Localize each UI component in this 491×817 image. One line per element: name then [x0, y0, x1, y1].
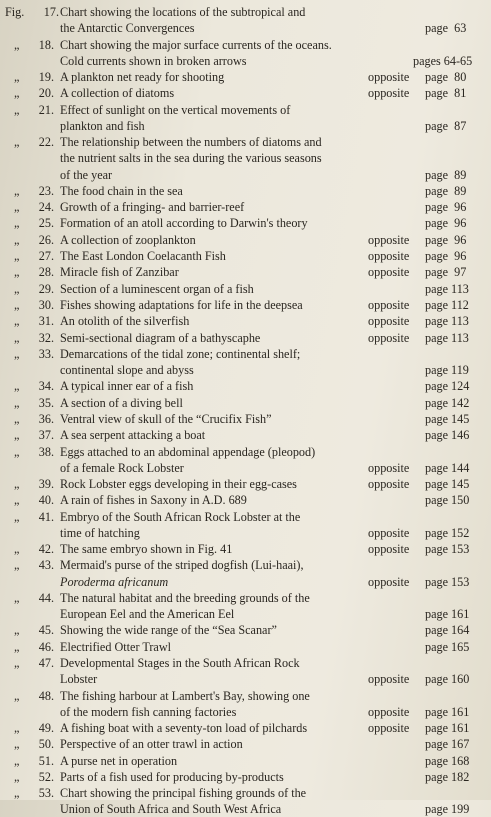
figure-line	[0, 183, 491, 199]
opposite-label: opposite	[368, 721, 410, 735]
figure-caption: An otolith of the silverfish	[60, 314, 190, 329]
figure-line	[0, 167, 491, 183]
figure-caption: Demarcations of the tidal zone; continental shelf;	[60, 346, 301, 361]
ditto-mark: „	[14, 769, 20, 784]
ditto-mark: „	[14, 688, 20, 703]
figure-caption: Formation of an atoll according to Darwin's theory	[60, 216, 308, 231]
page-reference: page 145	[425, 477, 470, 491]
ditto-mark: „	[14, 395, 20, 410]
figure-number: 25.	[38, 216, 54, 231]
page-reference: page 150	[425, 493, 470, 508]
figure-line	[0, 281, 491, 297]
figure-number: 29.	[38, 281, 54, 296]
figure-number: 26.	[38, 232, 54, 247]
figure-line	[0, 736, 491, 752]
figure-number: 51.	[38, 753, 54, 768]
figure-number: 48.	[38, 688, 54, 703]
figure-line	[0, 346, 491, 362]
figure-line	[0, 215, 491, 231]
page-reference: page 96	[425, 232, 467, 247]
page-reference: page 124	[425, 379, 470, 394]
figure-caption: Rock Lobster eggs developing in their egg-cases	[60, 477, 297, 491]
figure-line	[0, 492, 491, 508]
ditto-mark: „	[14, 86, 20, 101]
page-reference: page 89	[425, 167, 467, 182]
figure-caption: The East London Coelacanth Fish	[60, 249, 226, 263]
figure-number: 34.	[38, 379, 54, 394]
figure-caption: Perspective of an otter trawl in action	[60, 737, 243, 752]
figure-caption: of the modern fish canning factories	[60, 704, 237, 719]
ditto-mark: „	[14, 623, 20, 638]
figure-number: 31.	[38, 314, 54, 329]
figure-line	[0, 4, 491, 20]
page-reference: page 144	[425, 460, 470, 475]
figure-caption: the nutrient salts in the sea during the various seasons	[60, 151, 322, 166]
ditto-mark: „	[14, 330, 20, 345]
opposite-label: opposite	[368, 314, 410, 329]
figure-number: 40.	[38, 493, 54, 508]
figure-caption: Growth of a fringing- and barrier-reef	[60, 200, 245, 215]
figure-line	[0, 769, 491, 785]
figure-line	[0, 199, 491, 215]
figure-line	[0, 801, 491, 817]
ditto-mark: „	[14, 265, 20, 280]
page-reference: page 113	[425, 281, 469, 296]
figure-caption: The fishing harbour at Lambert's Bay, showing one	[60, 688, 310, 703]
figure-line	[0, 574, 491, 590]
figure-line	[0, 118, 491, 134]
ditto-mark: „	[14, 281, 20, 296]
figure-line	[0, 69, 491, 85]
page-reference: page 161	[425, 721, 470, 735]
figure-caption: Mermaid's purse of the striped dogfish (Lui-haai),	[60, 558, 304, 573]
figure-number: 37.	[38, 428, 54, 443]
figure-line	[0, 444, 491, 460]
figure-line	[0, 606, 491, 622]
figure-line	[0, 85, 491, 101]
opposite-label: opposite	[368, 232, 410, 247]
page-reference: page 96	[425, 200, 467, 215]
figure-caption: Poroderma africanum	[60, 574, 169, 589]
opposite-label: opposite	[368, 297, 410, 312]
figure-number: 17.	[43, 5, 59, 19]
page-reference: page 96	[425, 249, 467, 263]
figure-caption: A rain of fishes in Saxony in A.D. 689	[60, 493, 247, 508]
figure-caption: The food chain in the sea	[60, 183, 183, 198]
figure-caption: of the year	[60, 167, 113, 182]
ditto-mark: „	[14, 558, 20, 573]
figure-number: 45.	[38, 623, 54, 638]
figure-number: 18.	[38, 37, 54, 52]
figure-caption: Chart showing the principal fishing grounds of the	[60, 786, 307, 801]
figure-line	[0, 297, 491, 313]
ditto-mark: „	[14, 590, 20, 605]
page-reference: page 152	[425, 525, 470, 540]
figure-caption: A plankton net ready for shooting	[60, 70, 225, 84]
figure-number: 22.	[38, 135, 54, 150]
figure-line	[0, 395, 491, 411]
page-reference: page 81	[425, 86, 467, 101]
page-reference: page 165	[425, 639, 470, 654]
figure-caption: Embryo of the South African Rock Lobster at the	[60, 509, 301, 524]
ditto-mark: „	[14, 428, 20, 443]
page-reference: page 119	[425, 363, 469, 377]
page-reference: page 63	[425, 21, 467, 36]
page-reference: page 112	[425, 297, 469, 312]
opposite-label: opposite	[368, 574, 410, 589]
figure-line	[0, 460, 491, 476]
figure-caption: Chart showing the locations of the subtropical and	[60, 5, 306, 19]
figure-line	[0, 557, 491, 573]
page-reference: page 89	[425, 183, 467, 198]
figure-number: 33.	[38, 346, 54, 361]
opposite-label: opposite	[368, 70, 410, 84]
figure-number: 32.	[38, 330, 54, 345]
page-reference: page 142	[425, 395, 470, 410]
figure-caption: time of hatching	[60, 525, 140, 540]
figure-line	[0, 150, 491, 166]
figure-number: 24.	[38, 200, 54, 215]
figure-caption: Lobster	[60, 672, 98, 687]
figure-number: 28.	[38, 265, 54, 280]
opposite-label: opposite	[368, 86, 410, 101]
figure-line	[0, 362, 491, 378]
figure-caption: continental slope and abyss	[60, 363, 194, 377]
figure-line	[0, 671, 491, 687]
figure-caption: The relationship between the numbers of diatoms and	[60, 135, 322, 150]
figure-line	[0, 264, 491, 280]
figure-caption: Parts of a fish used for producing by-products	[60, 769, 284, 784]
ditto-mark: „	[14, 102, 20, 117]
figure-number: 27.	[38, 249, 54, 263]
figure-caption: plankton and fish	[60, 118, 145, 133]
figure-caption: The same embryo shown in Fig. 41	[60, 542, 233, 557]
figure-number: 19.	[38, 70, 54, 84]
ditto-mark: „	[14, 509, 20, 524]
figure-line	[0, 655, 491, 671]
figure-line	[0, 476, 491, 492]
page-reference: page 113	[425, 314, 469, 329]
page-reference: page 160	[425, 672, 470, 687]
opposite-label: opposite	[368, 460, 410, 475]
page-reference: page 161	[425, 704, 470, 719]
figure-line	[0, 427, 491, 443]
figure-caption: Effect of sunlight on the vertical movements of	[60, 102, 291, 117]
figure-line	[0, 753, 491, 769]
page-reference: pages 64-65	[413, 53, 473, 68]
figure-number: 38.	[38, 444, 54, 459]
ditto-mark: „	[14, 411, 20, 426]
figure-caption: Union of South Africa and South West Africa	[60, 802, 282, 817]
opposite-label: opposite	[368, 704, 410, 719]
figure-number: 44.	[38, 590, 54, 605]
page-reference: page 167	[425, 737, 470, 752]
figure-caption: A fishing boat with a seventy-ton load of pilchards	[60, 721, 308, 735]
figure-number: 23.	[38, 183, 54, 198]
figure-number: 42.	[38, 542, 54, 557]
figure-line	[0, 720, 491, 736]
figure-caption: Eggs attached to an abdominal appendage (pleopod)	[60, 444, 316, 459]
page-reference: page 96	[425, 216, 467, 231]
opposite-label: opposite	[368, 477, 410, 491]
figure-number: 50.	[38, 737, 54, 752]
ditto-mark: „	[14, 346, 20, 361]
figure-line	[0, 378, 491, 394]
figure-line	[0, 330, 491, 346]
ditto-mark: „	[14, 314, 20, 329]
figure-line	[0, 313, 491, 329]
ditto-mark: „	[14, 232, 20, 247]
figure-line	[0, 622, 491, 638]
figure-line	[0, 232, 491, 248]
figure-line	[0, 509, 491, 525]
figure-caption: Miracle fish of Zanzibar	[60, 265, 179, 280]
ditto-mark: „	[14, 183, 20, 198]
page-reference: page 80	[425, 70, 467, 84]
page-reference: page 153	[425, 542, 470, 557]
figure-caption: A typical inner ear of a fish	[60, 379, 194, 394]
figure-line	[0, 134, 491, 150]
ditto-mark: „	[14, 379, 20, 394]
figure-caption: of a female Rock Lobster	[60, 460, 184, 475]
figure-caption: Fishes showing adaptations for life in the deepsea	[60, 297, 303, 312]
figure-line	[0, 20, 491, 36]
figure-caption: Chart showing the major surface currents of the oceans.	[60, 37, 332, 52]
figure-caption: A purse net in operation	[60, 753, 178, 768]
figure-number: 39.	[38, 477, 54, 491]
figure-line	[0, 411, 491, 427]
page-reference: page 145	[425, 411, 470, 426]
page-reference: page 146	[425, 428, 470, 443]
ditto-mark: „	[14, 753, 20, 768]
ditto-mark: „	[14, 70, 20, 84]
figure-caption: Showing the wide range of the “Sea Scanar”	[60, 623, 277, 638]
opposite-label: opposite	[368, 525, 410, 540]
figure-number: 52.	[38, 769, 54, 784]
opposite-label: opposite	[368, 542, 410, 557]
figure-caption: A section of a diving bell	[60, 395, 183, 410]
page-reference: page 164	[425, 623, 470, 638]
figure-line	[0, 102, 491, 118]
figure-line	[0, 785, 491, 801]
fig-label: Fig.	[5, 5, 25, 19]
figure-caption: Semi-sectional diagram of a bathyscaphe	[60, 330, 261, 345]
figure-line	[0, 525, 491, 541]
figure-number: 35.	[38, 395, 54, 410]
ditto-mark: „	[14, 493, 20, 508]
figure-number: 21.	[38, 102, 54, 117]
figure-caption: Section of a luminescent organ of a fish	[60, 281, 254, 296]
opposite-label: opposite	[368, 330, 410, 345]
ditto-mark: „	[14, 477, 20, 491]
figure-caption: Ventral view of skull of the “Crucifix Fish”	[60, 411, 272, 426]
ditto-mark: „	[14, 135, 20, 150]
figure-line	[0, 704, 491, 720]
figure-line	[0, 53, 491, 69]
page-reference: page 182	[425, 769, 470, 784]
page-reference: page 199	[425, 802, 470, 817]
figure-caption: A collection of diatoms	[60, 86, 175, 101]
figure-number: 20.	[38, 86, 54, 101]
page-reference: page 161	[425, 607, 470, 622]
ditto-mark: „	[14, 216, 20, 231]
ditto-mark: „	[14, 542, 20, 557]
figure-line	[0, 541, 491, 557]
figure-caption: European Eel and the American Eel	[60, 607, 235, 622]
page-reference: page 113	[425, 330, 469, 345]
figure-caption: A sea serpent attacking a boat	[60, 428, 206, 443]
figure-line	[0, 639, 491, 655]
ditto-mark: „	[14, 786, 20, 801]
ditto-mark: „	[14, 721, 20, 735]
ditto-mark: „	[14, 37, 20, 52]
figure-number: 43.	[38, 558, 54, 573]
figure-number: 47.	[38, 656, 54, 670]
opposite-label: opposite	[368, 672, 410, 687]
figure-line	[0, 688, 491, 704]
figure-number: 36.	[38, 411, 54, 426]
figure-line	[0, 37, 491, 53]
figure-caption: Electrified Otter Trawl	[60, 639, 172, 654]
opposite-label: opposite	[368, 249, 410, 263]
figure-number: 46.	[38, 639, 54, 654]
figure-caption: the Antarctic Convergences	[60, 21, 195, 36]
figure-number: 53.	[38, 786, 54, 801]
ditto-mark: „	[14, 639, 20, 654]
figure-number: 41.	[38, 509, 54, 524]
page-reference: page 168	[425, 753, 470, 768]
ditto-mark: „	[14, 249, 20, 263]
ditto-mark: „	[14, 656, 20, 670]
ditto-mark: „	[14, 200, 20, 215]
figure-number: 49.	[38, 721, 54, 735]
figure-line	[0, 248, 491, 264]
figure-caption: The natural habitat and the breeding grounds of the	[60, 590, 310, 605]
page-reference: page 87	[425, 118, 467, 133]
ditto-mark: „	[14, 737, 20, 752]
page-reference: page 97	[425, 265, 467, 280]
figure-number: 30.	[38, 297, 54, 312]
figure-caption: Cold currents shown in broken arrows	[60, 53, 247, 68]
figure-caption: A collection of zooplankton	[60, 232, 196, 247]
ditto-mark: „	[14, 444, 20, 459]
opposite-label: opposite	[368, 265, 410, 280]
page-reference: page 153	[425, 574, 470, 589]
figure-line	[0, 590, 491, 606]
figure-caption: Developmental Stages in the South African Rock	[60, 656, 300, 670]
ditto-mark: „	[14, 297, 20, 312]
